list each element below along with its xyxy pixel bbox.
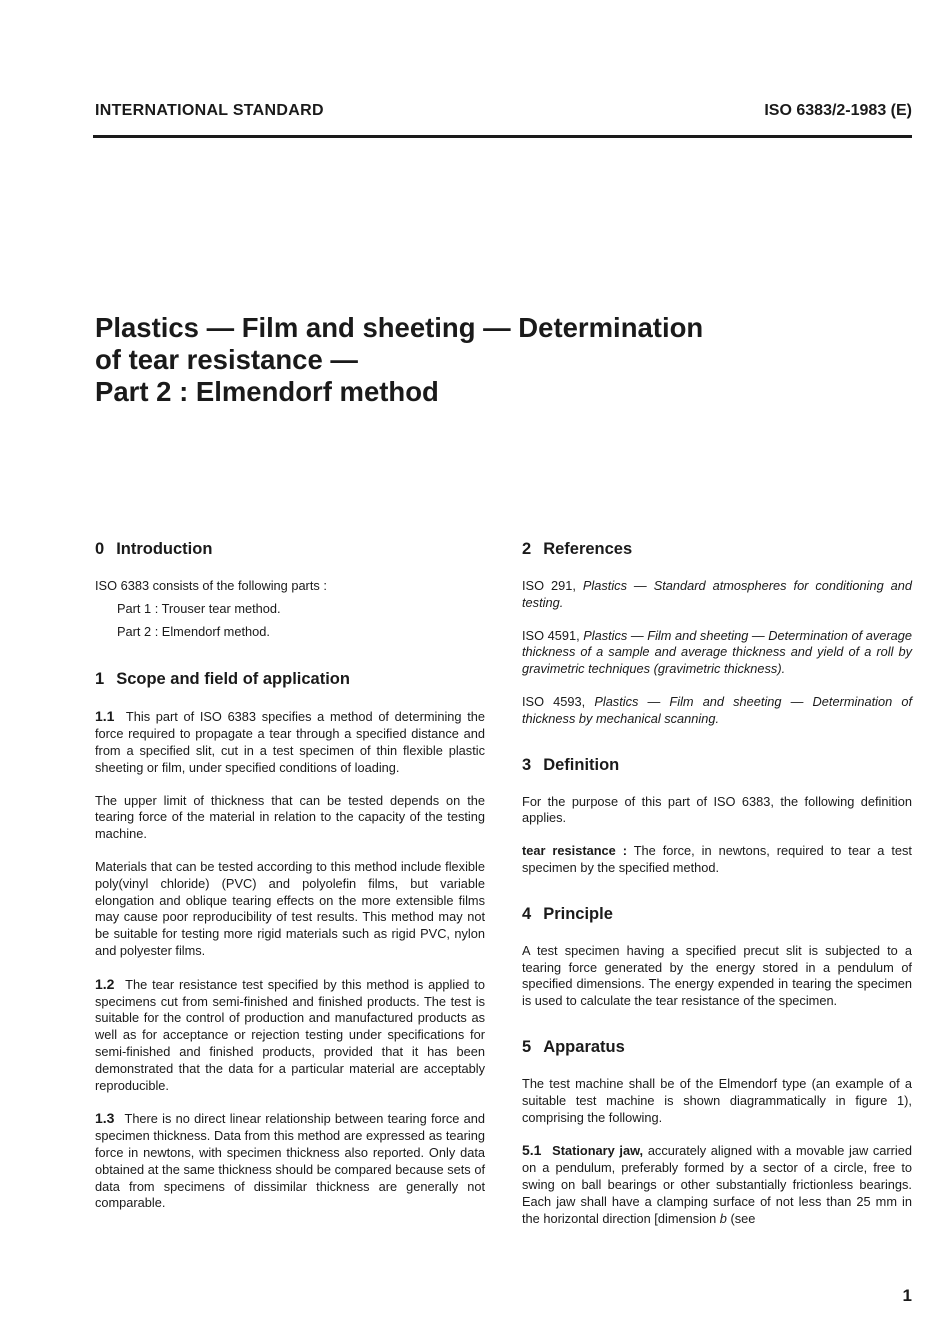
section-2-heading bbox=[522, 538, 912, 560]
section-title: References bbox=[543, 540, 633, 558]
section-number: 4 bbox=[522, 904, 532, 923]
header-standard-type: INTERNATIONAL STANDARD bbox=[95, 102, 324, 119]
document-title bbox=[95, 312, 875, 408]
part-list-item: Part 2 : Elmendorf method. bbox=[117, 623, 270, 639]
section-title: Definition bbox=[543, 755, 620, 774]
definition-entry bbox=[522, 843, 912, 877]
section-4-heading bbox=[522, 903, 912, 925]
right-column bbox=[522, 538, 912, 1227]
clause-5-1 bbox=[522, 1142, 912, 1227]
title-line-2: of tear resistance — bbox=[95, 344, 358, 375]
section-title: Apparatus bbox=[543, 1037, 625, 1056]
section-3-heading bbox=[522, 754, 912, 776]
section-number: 1 bbox=[95, 670, 105, 689]
title-line-3: Part 2 : Elmendorf method bbox=[95, 376, 439, 407]
clause-1-2 bbox=[95, 976, 485, 1095]
section-5-heading bbox=[522, 1036, 912, 1058]
reference-title: Plastics — Standard atmospheres for conditioning and testing. bbox=[522, 578, 913, 610]
reference-iso-4593 bbox=[522, 694, 912, 728]
clause-number: 5.1 bbox=[522, 1142, 542, 1159]
section-number: 3 bbox=[522, 755, 532, 774]
reference-title: Plastics — Film and sheeting — Determination of average thickness of a sample and average thickness and yield of a roll by gravimetric techniques (gravimetric thickness). bbox=[522, 627, 912, 677]
definition-intro: For the purpose of this part of ISO 6383, the following definition applies. bbox=[522, 793, 912, 826]
clause-text: This part of ISO 6383 specifies a method of determining the force required to propagate a tear through a specified distance and from a specified slit, cut in a test specimen of thin flexible plastic sheeting or film, under specified conditions of loading. bbox=[95, 709, 485, 775]
clause-text: There is no direct linear relationship between tearing force and specimen thickness. Data from this method are expressed as tearing force in newtons, with specimen thickness also reported. Only data obtained at the same thickness should be compared because sets of data from specimens of dissimilar thickness are generally not comparable. bbox=[95, 1111, 485, 1211]
reference-iso-291 bbox=[522, 578, 912, 612]
apparatus-intro: The test machine shall be of the Elmendorf type (an example of a suitable test machine is shown diagrammatically in figure 1), comprising the following. bbox=[522, 1075, 912, 1125]
section-number: 2 bbox=[522, 540, 532, 558]
section-title: Introduction bbox=[116, 540, 213, 558]
paragraph: Materials that can be tested according to this method include flexible poly(vinyl chloride) (PVC) and polyolefin films, but variable elongation and oblique tearing effects on the more extensible films may cause poor reproducibility of test results. This method may not be suitable for testing more rigid materials such as rigid PVC, nylon and polyester films. bbox=[95, 858, 485, 958]
left-column bbox=[95, 538, 485, 1212]
clause-text-end: (see bbox=[730, 1210, 756, 1226]
header-standard-number: ISO 6383/2-1983 (E) bbox=[764, 102, 912, 119]
reference-title: Plastics — Film and sheeting — Determination of thickness by mechanical scanning. bbox=[522, 693, 913, 726]
reference-code: ISO 4591, bbox=[522, 627, 580, 643]
clause-number: 1.1 bbox=[95, 708, 115, 725]
definition-text: The force, in newtons, required to tear a test specimen by the specified method. bbox=[522, 843, 912, 875]
reference-iso-4591 bbox=[522, 628, 912, 678]
paragraph: The upper limit of thickness that can be tested depends on the tearing force of the material in relation to the capacity of the testing machine. bbox=[95, 792, 485, 842]
principle-text: A test specimen having a specified precut slit is subjected to a tearing force generated by the energy stored in a pendulum of specified dimensions. The energy expended in tearing the specimen is used to calculate the tear resistance of the specimen. bbox=[522, 942, 912, 1009]
clause-1-3 bbox=[95, 1110, 485, 1212]
clause-number: 1.2 bbox=[95, 975, 115, 992]
section-number: 0 bbox=[95, 540, 105, 558]
reference-code: ISO 291, bbox=[522, 578, 576, 593]
clause-1-1 bbox=[95, 708, 485, 776]
intro-text: ISO 6383 consists of the following parts : bbox=[95, 578, 327, 593]
running-header bbox=[95, 102, 912, 126]
section-title: Scope and field of application bbox=[116, 670, 350, 689]
title-line-1: Plastics — Film and sheeting — Determination bbox=[95, 312, 704, 343]
clause-text: The tear resistance test specified by this method is applied to specimens cut from semi-finished and finished products. The test is suitable for the control of production and manufactured products as well as for acceptance or rejection testing under specifications for semi-finished and finished products, provided that it has been demonstrated that the data for a particular material are acceptably reproducible. bbox=[95, 976, 485, 1093]
page-number: 1 bbox=[902, 1286, 912, 1305]
section-0-heading bbox=[95, 538, 485, 560]
section-number: 5 bbox=[522, 1037, 532, 1056]
dimension-variable: b bbox=[719, 1210, 727, 1226]
part-list-item: Part 1 : Trouser tear method. bbox=[117, 600, 281, 616]
apparatus-term: Stationary jaw, bbox=[552, 1143, 644, 1159]
header-rule bbox=[93, 135, 912, 138]
reference-code: ISO 4593, bbox=[522, 693, 586, 709]
section-1-heading bbox=[95, 668, 485, 690]
clause-text: accurately aligned with a movable jaw carried on a pendulum, preferably formed by a sector of a circle, free to swing on ball bearings or other substantially frictionless bearings. Each jaw shall have a clamping surface of not less than 25 mm in the horizontal direction [dimension bbox=[522, 1143, 913, 1226]
clause-number: 1.3 bbox=[95, 1110, 115, 1127]
defined-term: tear resistance : bbox=[522, 843, 627, 859]
section-title: Principle bbox=[543, 904, 613, 923]
